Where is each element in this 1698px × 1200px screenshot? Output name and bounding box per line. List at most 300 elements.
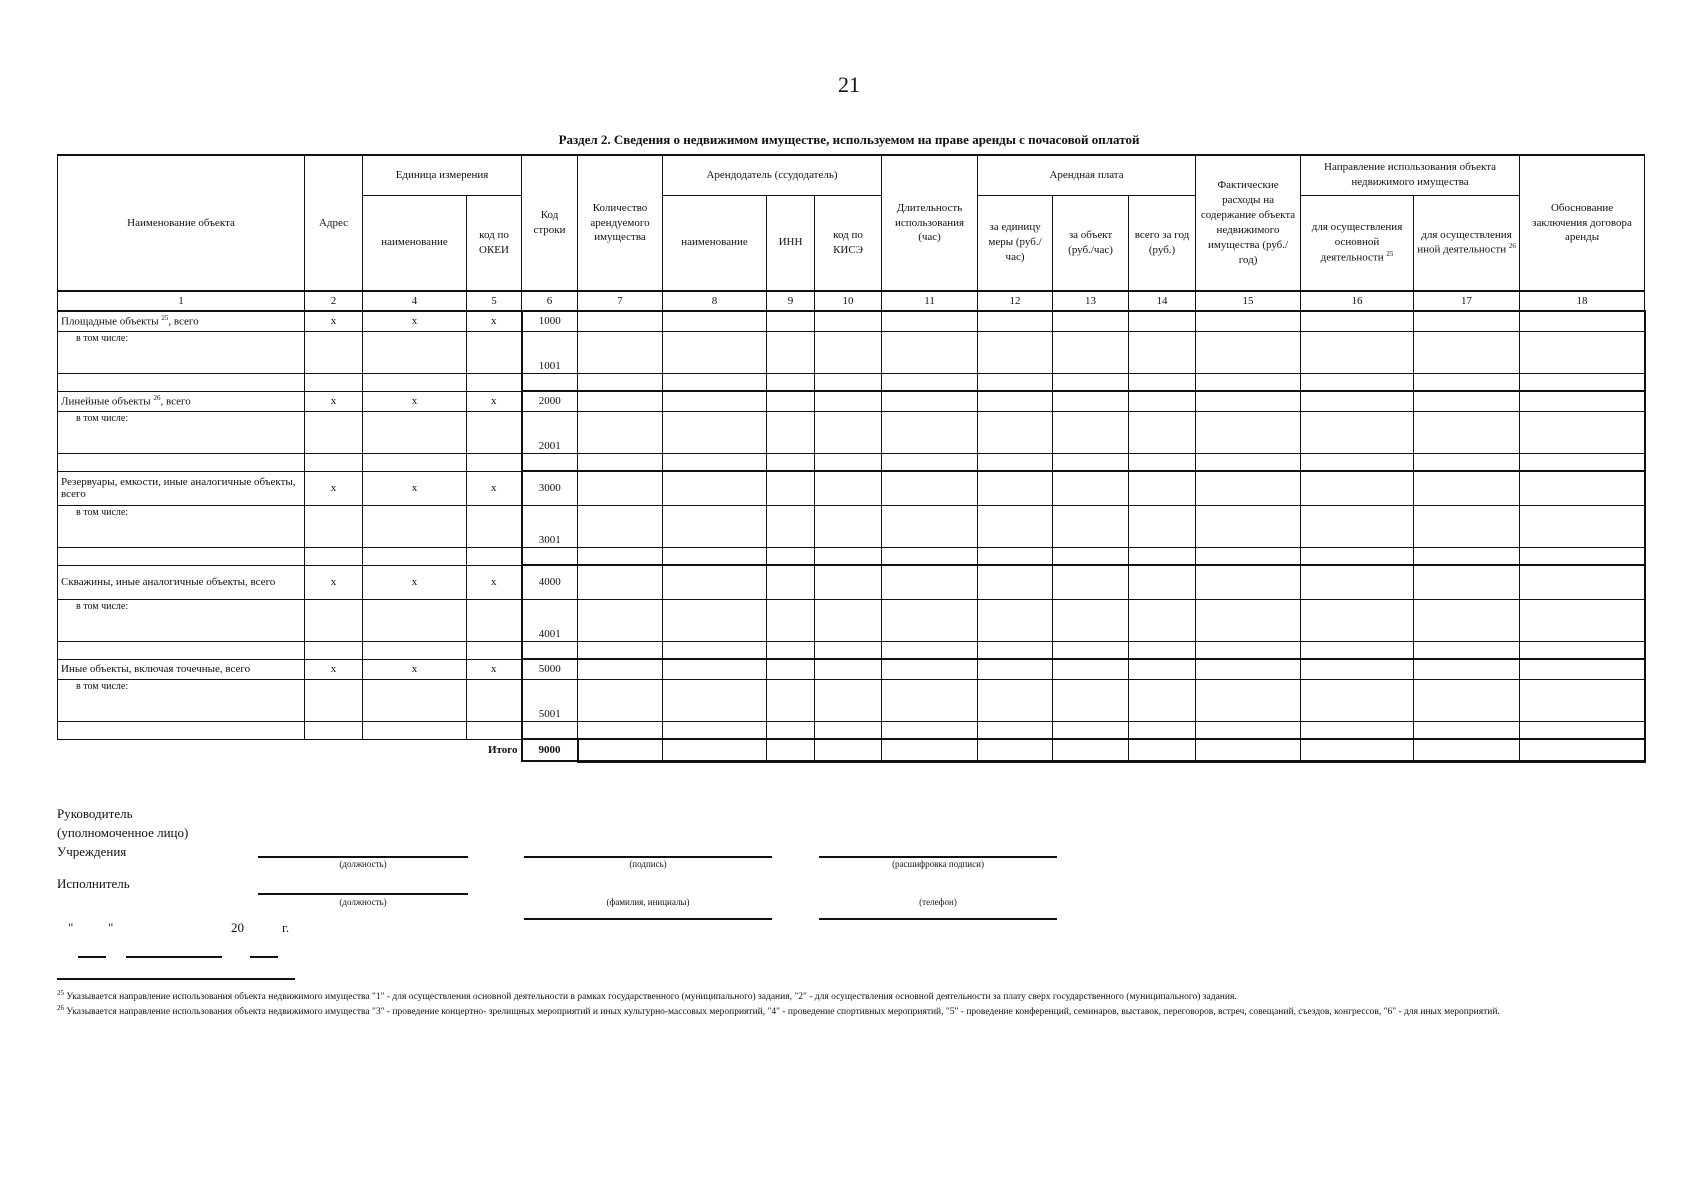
data-cell[interactable] [363,505,467,547]
data-cell[interactable] [467,453,522,471]
data-cell[interactable] [978,641,1053,659]
data-cell[interactable] [1053,679,1129,721]
data-cell[interactable] [815,331,882,373]
data-cell[interactable] [1129,679,1196,721]
data-cell[interactable] [305,331,363,373]
data-cell[interactable] [1053,721,1129,739]
data-cell[interactable] [467,505,522,547]
data-cell[interactable] [767,311,815,331]
data-cell[interactable] [978,659,1053,679]
data-cell[interactable] [1301,471,1414,505]
data-cell[interactable] [978,453,1053,471]
data-cell[interactable] [1196,391,1301,411]
data-cell[interactable] [58,453,305,471]
data-cell[interactable] [1520,679,1645,721]
data-cell[interactable] [663,659,767,679]
header-lessor-inn: ИНН [767,195,815,291]
data-cell[interactable] [467,547,522,565]
data-cell[interactable] [1301,721,1414,739]
data-cell[interactable] [1301,547,1414,565]
data-cell[interactable] [1129,453,1196,471]
executor-fio-line [524,918,772,920]
data-cell[interactable] [978,311,1053,331]
data-cell[interactable] [1301,373,1414,391]
data-cell[interactable] [467,679,522,721]
data-cell[interactable] [1520,599,1645,641]
data-cell[interactable] [1196,331,1301,373]
caption-position: (должность) [339,859,387,869]
data-cell[interactable] [1053,641,1129,659]
data-cell[interactable] [767,471,815,505]
sub-label: в том числе: [58,679,305,721]
header-rent-unit: за единицу меры (руб./час) [978,195,1053,291]
data-cell[interactable] [1196,659,1301,679]
head-decoding-line [819,856,1057,858]
data-cell[interactable] [663,565,767,599]
data-cell[interactable] [1414,453,1520,471]
data-cell[interactable] [58,547,305,565]
head-position-line [258,856,468,858]
column-number: 4 [363,291,467,311]
data-cell[interactable] [1129,311,1196,331]
data-cell[interactable] [578,565,663,599]
data-cell[interactable] [767,565,815,599]
group-sub-row [58,679,1645,721]
data-cell[interactable] [1196,453,1301,471]
x-mark: x [467,659,522,679]
data-cell[interactable] [978,411,1053,453]
sub-label: в том числе: [58,411,305,453]
data-cell[interactable] [305,721,363,739]
data-cell[interactable] [1414,565,1520,599]
data-cell[interactable] [578,599,663,641]
data-cell[interactable] [578,659,663,679]
footnote-separator [57,978,295,980]
data-cell[interactable] [882,311,978,331]
x-mark: x [363,391,467,411]
caption-signature: (подпись) [629,859,667,869]
data-cell[interactable] [1414,679,1520,721]
data-cell[interactable] [663,505,767,547]
data-cell[interactable] [1129,565,1196,599]
data-cell[interactable] [815,721,882,739]
property-table [57,154,1646,763]
data-cell[interactable] [978,471,1053,505]
group-name: Площадные объекты $^{25}$, всего [58,311,305,331]
section-title: Раздел 2. Сведения о недвижимом имуществе, используемом на праве аренды с почасовой оплатой [558,132,1140,147]
data-cell[interactable] [578,411,663,453]
data-cell[interactable] [58,373,305,391]
row-code: 3000 [522,471,578,505]
data-cell[interactable] [815,505,882,547]
data-cell[interactable] [578,331,663,373]
data-cell[interactable] [815,565,882,599]
data-cell[interactable] [815,659,882,679]
data-cell[interactable] [978,721,1053,739]
data-cell[interactable] [1520,453,1645,471]
data-cell[interactable] [1301,565,1414,599]
column-number: 14 [1129,291,1196,311]
data-cell[interactable] [767,411,815,453]
header-dir-other: для осуществления иной деятельности $^{26}$ [1414,195,1520,291]
group-empty-row [58,641,1645,659]
data-cell[interactable] [663,311,767,331]
data-cell[interactable] [1520,331,1645,373]
data-cell[interactable] [1053,659,1129,679]
group-name: Резервуары, емкости, иные аналогичные объекты, всего [58,471,305,505]
data-cell[interactable] [815,311,882,331]
data-cell[interactable] [882,471,978,505]
data-cell[interactable] [1196,311,1301,331]
data-cell[interactable] [1520,505,1645,547]
data-cell[interactable] [1129,721,1196,739]
data-cell[interactable] [1520,565,1645,599]
total-code: 9000 [522,739,578,761]
data-cell[interactable] [578,373,663,391]
data-cell[interactable] [663,373,767,391]
data-cell[interactable] [882,331,978,373]
data-cell[interactable] [1196,679,1301,721]
header-rent: Арендная плата [978,155,1196,195]
executor-position-line [258,893,468,895]
data-cell[interactable] [363,641,467,659]
data-cell[interactable] [1520,311,1645,331]
data-cell[interactable] [1053,411,1129,453]
group-name: Иные объекты, включая точечные, всего [58,659,305,679]
data-cell[interactable] [882,565,978,599]
data-cell[interactable] [1196,373,1301,391]
row-code: 1001 [522,331,578,373]
data-cell[interactable] [1301,391,1414,411]
group-empty-row [58,453,1645,471]
data-cell[interactable] [1053,391,1129,411]
data-cell[interactable] [1414,411,1520,453]
data-cell[interactable] [578,471,663,505]
data-cell[interactable] [882,679,978,721]
data-cell[interactable] [1414,659,1520,679]
data-cell[interactable] [1053,505,1129,547]
data-cell[interactable] [1520,547,1645,565]
data-cell[interactable] [1129,659,1196,679]
data-cell[interactable] [363,411,467,453]
head-signature-line [524,856,772,858]
data-cell[interactable] [1053,373,1129,391]
group-sub-row [58,331,1645,373]
data-cell[interactable] [663,547,767,565]
data-cell[interactable] [663,453,767,471]
date-day-line [78,956,106,958]
row-code: 4000 [522,565,578,599]
row-code: 1000 [522,311,578,331]
data-cell[interactable] [767,547,815,565]
data-cell[interactable] [663,599,767,641]
data-cell[interactable] [978,547,1053,565]
header-lessor: Арендодатель (ссудодатель) [663,155,882,195]
data-cell[interactable] [1414,471,1520,505]
total-row [58,739,1645,761]
data-cell[interactable] [467,721,522,739]
data-cell[interactable] [1053,471,1129,505]
data-cell[interactable] [663,471,767,505]
row-code: 4001 [522,599,578,641]
date-year-line [250,956,278,958]
data-cell[interactable] [1196,641,1301,659]
data-cell[interactable] [1301,659,1414,679]
data-cell[interactable] [978,391,1053,411]
data-cell[interactable] [578,547,663,565]
data-cell[interactable] [815,453,882,471]
x-mark: x [363,471,467,505]
sub-label: в том числе: [58,505,305,547]
data-cell[interactable] [1196,505,1301,547]
data-cell[interactable] [767,721,815,739]
data-cell[interactable] [1414,373,1520,391]
data-cell[interactable] [1301,453,1414,471]
data-cell[interactable] [467,373,522,391]
data-cell[interactable] [1129,599,1196,641]
data-cell[interactable] [1520,721,1645,739]
column-number: 1 [58,291,305,311]
data-cell[interactable] [882,659,978,679]
data-cell[interactable] [363,679,467,721]
data-cell[interactable] [578,721,663,739]
header-name: Наименование объекта [58,155,305,291]
data-cell[interactable] [882,453,978,471]
data-cell[interactable] [767,659,815,679]
executor-label: Исполнитель [57,876,130,891]
date-month-line [126,956,222,958]
data-cell[interactable] [663,721,767,739]
column-number: 8 [663,291,767,311]
x-mark: x [305,659,363,679]
data-cell[interactable] [1520,659,1645,679]
data-cell[interactable] [815,471,882,505]
page-number: 21 [838,72,860,97]
x-mark: x [305,565,363,599]
data-cell[interactable] [58,641,305,659]
header-row-code: Код строки [522,155,578,291]
data-cell[interactable] [363,599,467,641]
data-cell[interactable] [363,373,467,391]
x-mark: x [467,471,522,505]
data-cell[interactable] [663,411,767,453]
data-cell[interactable] [882,599,978,641]
data-cell[interactable] [1414,311,1520,331]
data-cell[interactable] [1053,547,1129,565]
group-total-row [58,311,1645,331]
caption-decoding: (расшифровка подписи) [892,859,984,869]
column-number: 13 [1053,291,1129,311]
data-cell[interactable] [978,599,1053,641]
data-cell[interactable] [305,547,363,565]
data-cell[interactable] [978,565,1053,599]
group-total-row [58,471,1645,505]
header-unit: Единица измерения [363,155,522,195]
x-mark: x [305,471,363,505]
data-cell[interactable] [1053,331,1129,373]
group-empty-row [58,373,1645,391]
data-cell[interactable] [1414,391,1520,411]
column-number: 16 [1301,291,1414,311]
column-number: 5 [467,291,522,311]
data-cell[interactable] [663,331,767,373]
data-cell[interactable] [1520,471,1645,505]
data-cell[interactable] [1129,547,1196,565]
data-cell[interactable] [815,679,882,721]
data-cell[interactable] [663,679,767,721]
data-cell[interactable] [1414,547,1520,565]
data-cell[interactable] [882,411,978,453]
data-cell[interactable] [815,547,882,565]
data-cell[interactable] [882,391,978,411]
x-mark: x [363,659,467,679]
sub-label: в том числе: [58,331,305,373]
data-cell[interactable] [1129,331,1196,373]
data-cell[interactable] [815,411,882,453]
header-unit-name: наименование [363,195,467,291]
header-dir-main: для осуществления основной деятельности $^{25}$ [1301,195,1414,291]
row-code: 5000 [522,659,578,679]
data-cell[interactable] [1196,547,1301,565]
data-cell[interactable] [305,599,363,641]
data-cell[interactable] [1129,641,1196,659]
data-cell[interactable] [767,679,815,721]
data-cell[interactable] [815,599,882,641]
data-cell[interactable] [467,641,522,659]
data-cell[interactable] [1053,453,1129,471]
data-cell[interactable] [1129,373,1196,391]
data-cell[interactable] [1520,391,1645,411]
row-code-empty [522,721,578,739]
data-cell[interactable] [767,391,815,411]
column-number: 12 [978,291,1053,311]
data-cell[interactable] [1414,599,1520,641]
data-cell[interactable] [663,391,767,411]
data-cell[interactable] [467,411,522,453]
caption-fio: (фамилия, инициалы) [606,897,690,907]
data-cell[interactable] [1129,411,1196,453]
data-cell[interactable] [882,721,978,739]
x-mark: x [363,565,467,599]
column-number: 9 [767,291,815,311]
data-cell[interactable] [1053,599,1129,641]
data-cell[interactable] [1414,641,1520,659]
data-cell[interactable] [978,679,1053,721]
row-code-empty [522,547,578,565]
date-quote-open: " [68,920,74,935]
data-cell[interactable] [1301,311,1414,331]
data-cell[interactable] [1520,411,1645,453]
sub-label: в том числе: [58,599,305,641]
data-cell[interactable] [1053,565,1129,599]
data-cell[interactable] [58,721,305,739]
data-cell[interactable] [578,641,663,659]
data-cell[interactable] [467,599,522,641]
group-empty-row [58,721,1645,739]
data-cell[interactable] [305,373,363,391]
row-code: 2001 [522,411,578,453]
data-cell[interactable] [578,505,663,547]
data-cell[interactable] [815,641,882,659]
data-cell[interactable] [1414,721,1520,739]
data-cell[interactable] [1414,331,1520,373]
header-direction: Направление использования объекта недвижимого имущества [1301,155,1520,195]
data-cell[interactable] [767,505,815,547]
data-cell[interactable] [1301,599,1414,641]
data-cell[interactable] [363,547,467,565]
data-cell[interactable] [767,373,815,391]
data-cell[interactable] [1520,373,1645,391]
data-cell[interactable] [767,641,815,659]
data-cell[interactable] [978,331,1053,373]
data-cell[interactable] [1196,721,1301,739]
data-cell[interactable] [1196,471,1301,505]
data-cell[interactable] [978,373,1053,391]
data-cell[interactable] [578,391,663,411]
data-cell[interactable] [578,311,663,331]
data-cell[interactable] [663,641,767,659]
data-cell[interactable] [363,721,467,739]
x-mark: x [305,391,363,411]
data-cell[interactable] [305,505,363,547]
group-total-row [58,659,1645,679]
data-cell[interactable] [363,331,467,373]
data-cell[interactable] [1196,599,1301,641]
data-cell[interactable] [1301,641,1414,659]
data-cell[interactable] [882,373,978,391]
data-cell[interactable] [767,599,815,641]
data-cell[interactable] [978,505,1053,547]
data-cell[interactable] [1129,391,1196,411]
column-number: 10 [815,291,882,311]
row-code: 5001 [522,679,578,721]
data-cell[interactable] [1196,565,1301,599]
data-cell[interactable] [305,411,363,453]
data-cell[interactable] [1301,411,1414,453]
data-cell[interactable] [882,547,978,565]
data-cell[interactable] [305,679,363,721]
executor-phone-line [819,918,1057,920]
data-cell[interactable] [1301,679,1414,721]
data-cell[interactable] [1129,505,1196,547]
data-cell[interactable] [767,331,815,373]
column-number: 17 [1414,291,1520,311]
data-cell[interactable] [882,641,978,659]
data-cell[interactable] [305,641,363,659]
data-cell[interactable] [1414,505,1520,547]
data-cell[interactable] [815,391,882,411]
data-cell[interactable] [363,453,467,471]
data-cell[interactable] [1053,311,1129,331]
data-cell[interactable] [305,453,363,471]
header-address: Адрес [305,155,363,291]
data-cell[interactable] [1301,505,1414,547]
data-cell[interactable] [578,679,663,721]
data-cell[interactable] [1301,331,1414,373]
header-rent-object: за объект (руб./час) [1053,195,1129,291]
data-cell[interactable] [882,505,978,547]
data-cell[interactable] [815,373,882,391]
header-lessor-kise: код по КИСЭ [815,195,882,291]
data-cell[interactable] [1129,471,1196,505]
data-cell[interactable] [578,453,663,471]
x-mark: x [467,391,522,411]
header-rent-total: всего за год (руб.) [1129,195,1196,291]
data-cell[interactable] [1196,411,1301,453]
data-cell[interactable] [767,453,815,471]
data-cell[interactable] [467,331,522,373]
data-cell[interactable] [1520,641,1645,659]
